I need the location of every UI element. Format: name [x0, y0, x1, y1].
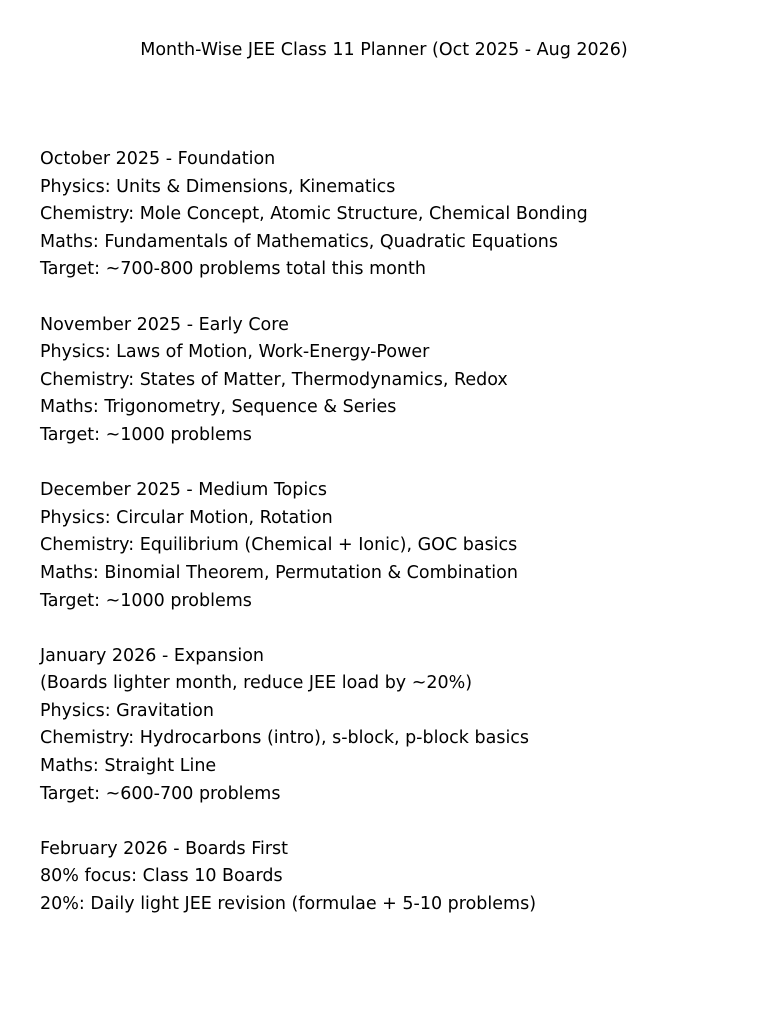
document-body	[40, 146, 740, 946]
maths-line: Maths: Trigonometry, Sequence & Series	[40, 397, 397, 418]
maths-line: Maths: Straight Line	[40, 756, 217, 777]
target-line: Target: ~600-700 problems	[40, 783, 281, 804]
target-line: Target: ~700-800 problems total this month	[40, 259, 426, 280]
month-heading: January 2026 - Expansion	[40, 645, 264, 666]
month-section-december	[40, 477, 740, 615]
month-heading: February 2026 - Boards First	[40, 838, 289, 859]
month-section-february	[40, 836, 740, 919]
month-heading: November 2025 - Early Core	[40, 314, 289, 335]
revision-line: 20%: Daily light JEE revision (formulae + 5-10 problems)	[40, 894, 537, 915]
maths-line: Maths: Fundamentals of Mathematics, Quadratic Equations	[40, 231, 558, 252]
month-section-november	[40, 312, 740, 450]
chemistry-line: Chemistry: States of Matter, Thermodynamics, Redox	[40, 369, 508, 390]
target-line: Target: ~1000 problems	[40, 424, 252, 445]
physics-line: Physics: Circular Motion, Rotation	[40, 507, 333, 528]
month-heading: December 2025 - Medium Topics	[40, 480, 327, 501]
chemistry-line: Chemistry: Equilibrium (Chemical + Ionic), GOC basics	[40, 535, 518, 556]
document-title: Month-Wise JEE Class 11 Planner (Oct 2025 - Aug 2026)	[140, 40, 628, 60]
focus-line: 80% focus: Class 10 Boards	[40, 866, 283, 887]
month-section-october	[40, 146, 740, 284]
target-line: Target: ~1000 problems	[40, 590, 252, 611]
month-heading: October 2025 - Foundation	[40, 149, 276, 169]
physics-line: Physics: Gravitation	[40, 700, 214, 721]
physics-line: Physics: Laws of Motion, Work-Energy-Power	[40, 342, 430, 363]
chemistry-line: Chemistry: Hydrocarbons (intro), s-block, p-block basics	[40, 728, 530, 749]
month-section-january	[40, 643, 740, 809]
physics-line: Physics: Units & Dimensions, Kinematics	[40, 176, 396, 197]
chemistry-line: Chemistry: Mole Concept, Atomic Structure, Chemical Bonding	[40, 204, 588, 225]
maths-line: Maths: Binomial Theorem, Permutation & Combination	[40, 562, 518, 583]
note-line: (Boards lighter month, reduce JEE load by ~20%)	[40, 673, 473, 694]
